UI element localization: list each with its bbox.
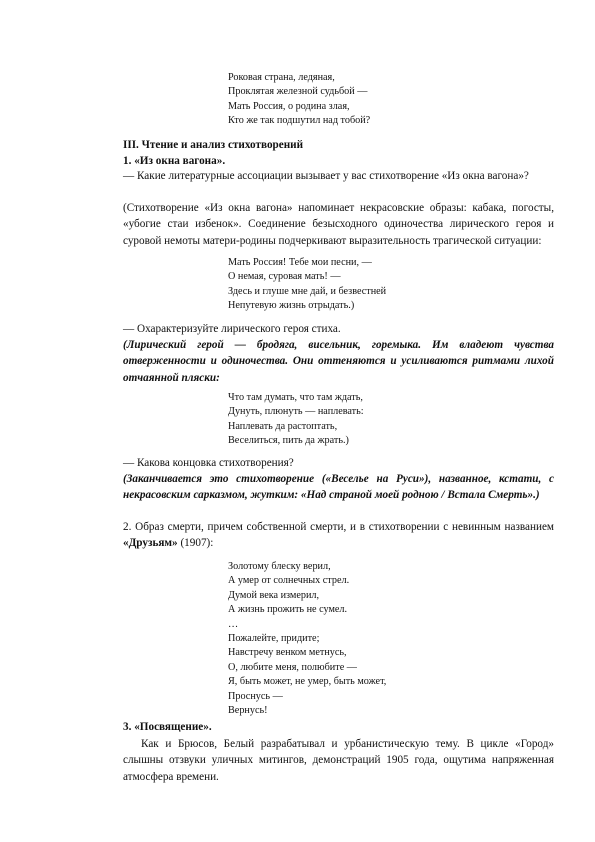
- question-ending: — Какова концовка стихотворения?: [123, 457, 294, 469]
- poem-line: Веселиться, пить да жрать.): [228, 435, 349, 447]
- item2-title: «Друзьям»: [123, 537, 178, 550]
- poem-line: Мать Россия, о родина злая,: [228, 100, 350, 112]
- answer-ending: (Заканчивается это стихотворение («Веселье на Руси»), названное, кстати, с некрасовским сарказмом, жутким: «Над страной моей родною / Встала Смерть».): [123, 473, 554, 502]
- item2-text-start: 2. Образ смерти, причем собственной смерти, и в стихотворении с невинным названием: [123, 521, 554, 533]
- answer-lyrical-hero: (Лирический герой — бродяга, висельник, горемыка. Им владеют чувства отверженности и одиночества. Они оттеняются и усиливаются ритмами лихой отчаянной пляски:: [123, 339, 554, 384]
- poem-line: Навстречу венком метнусь,: [228, 647, 347, 659]
- poem-chto-tam-dumat: [228, 391, 364, 449]
- poem-line: Наплевать да растоптать,: [228, 420, 338, 432]
- poem-line: Вернусь!: [228, 704, 268, 716]
- poem-line: О, любите меня, полюбите —: [228, 661, 357, 673]
- poem-line: Кто же так подшутил над тобой?: [228, 115, 371, 127]
- poem-rokovaya-strana: [228, 71, 370, 129]
- item3-paragraph: Как и Брюсов, Белый разрабатывал и урбанистическую тему. В цикле «Город» слышны отзвуки уличных митингов, демонстраций 1905 года, ощутима напряженная атмосфера времени.: [123, 738, 554, 783]
- question-lyrical-hero: — Охарактеризуйте лирического героя стиха.: [123, 323, 341, 335]
- answer-associations: (Стихотворение «Из окна вагона» напоминает некрасовские образы: кабака, погосты, «убогие стаи избенок». Соединение безысходного одиночества лирического героя и суровой немоты матери-родины подчеркивают выразительность трагической ситуации:: [123, 202, 554, 247]
- poem-line: А умер от солнечных стрел.: [228, 575, 350, 587]
- poem-line: Мать Россия! Тебе мои песни, —: [228, 257, 372, 268]
- poem-line: А жизнь прожить не сумел.: [228, 604, 348, 616]
- poem-druzyam: [228, 560, 386, 718]
- item2-paragraph: [123, 519, 554, 552]
- poem-line: Здесь и глуше мне дай, и безвестней: [228, 285, 387, 297]
- poem-line: Проклятая железной судьбой —: [228, 86, 368, 98]
- poem-line: Дунуть, плюнуть — наплевать:: [228, 406, 364, 418]
- poem-line: Я, быть может, не умер, быть может,: [228, 676, 387, 688]
- poem-line: …: [228, 618, 239, 630]
- question-associations: — Какие литературные ассоциации вызывает у вас стихотворение «Из окна вагона»?: [123, 170, 529, 182]
- poem-line: Роковая страна, ледяная,: [228, 72, 335, 83]
- item3-title: 3. «Посвящение».: [123, 721, 212, 733]
- section-heading: III. Чтение и анализ стихотворений: [123, 139, 304, 151]
- item2-text-end: (1907):: [177, 537, 214, 550]
- poem-line: Пожалейте, придите;: [228, 632, 320, 644]
- poem-line: Золотому блеску верил,: [228, 561, 331, 572]
- poem-line: Что там думать, что там ждать,: [228, 392, 363, 403]
- poem-line: О немая, суровая мать! —: [228, 271, 341, 283]
- item1-title: 1. «Из окна вагона».: [123, 155, 226, 167]
- poem-line: Думой века измерил,: [228, 589, 320, 601]
- poem-line: Проснусь —: [228, 690, 283, 702]
- poem-mat-rossiya: [228, 256, 386, 314]
- poem-line: Непутевую жизнь отрыдать.): [228, 300, 355, 312]
